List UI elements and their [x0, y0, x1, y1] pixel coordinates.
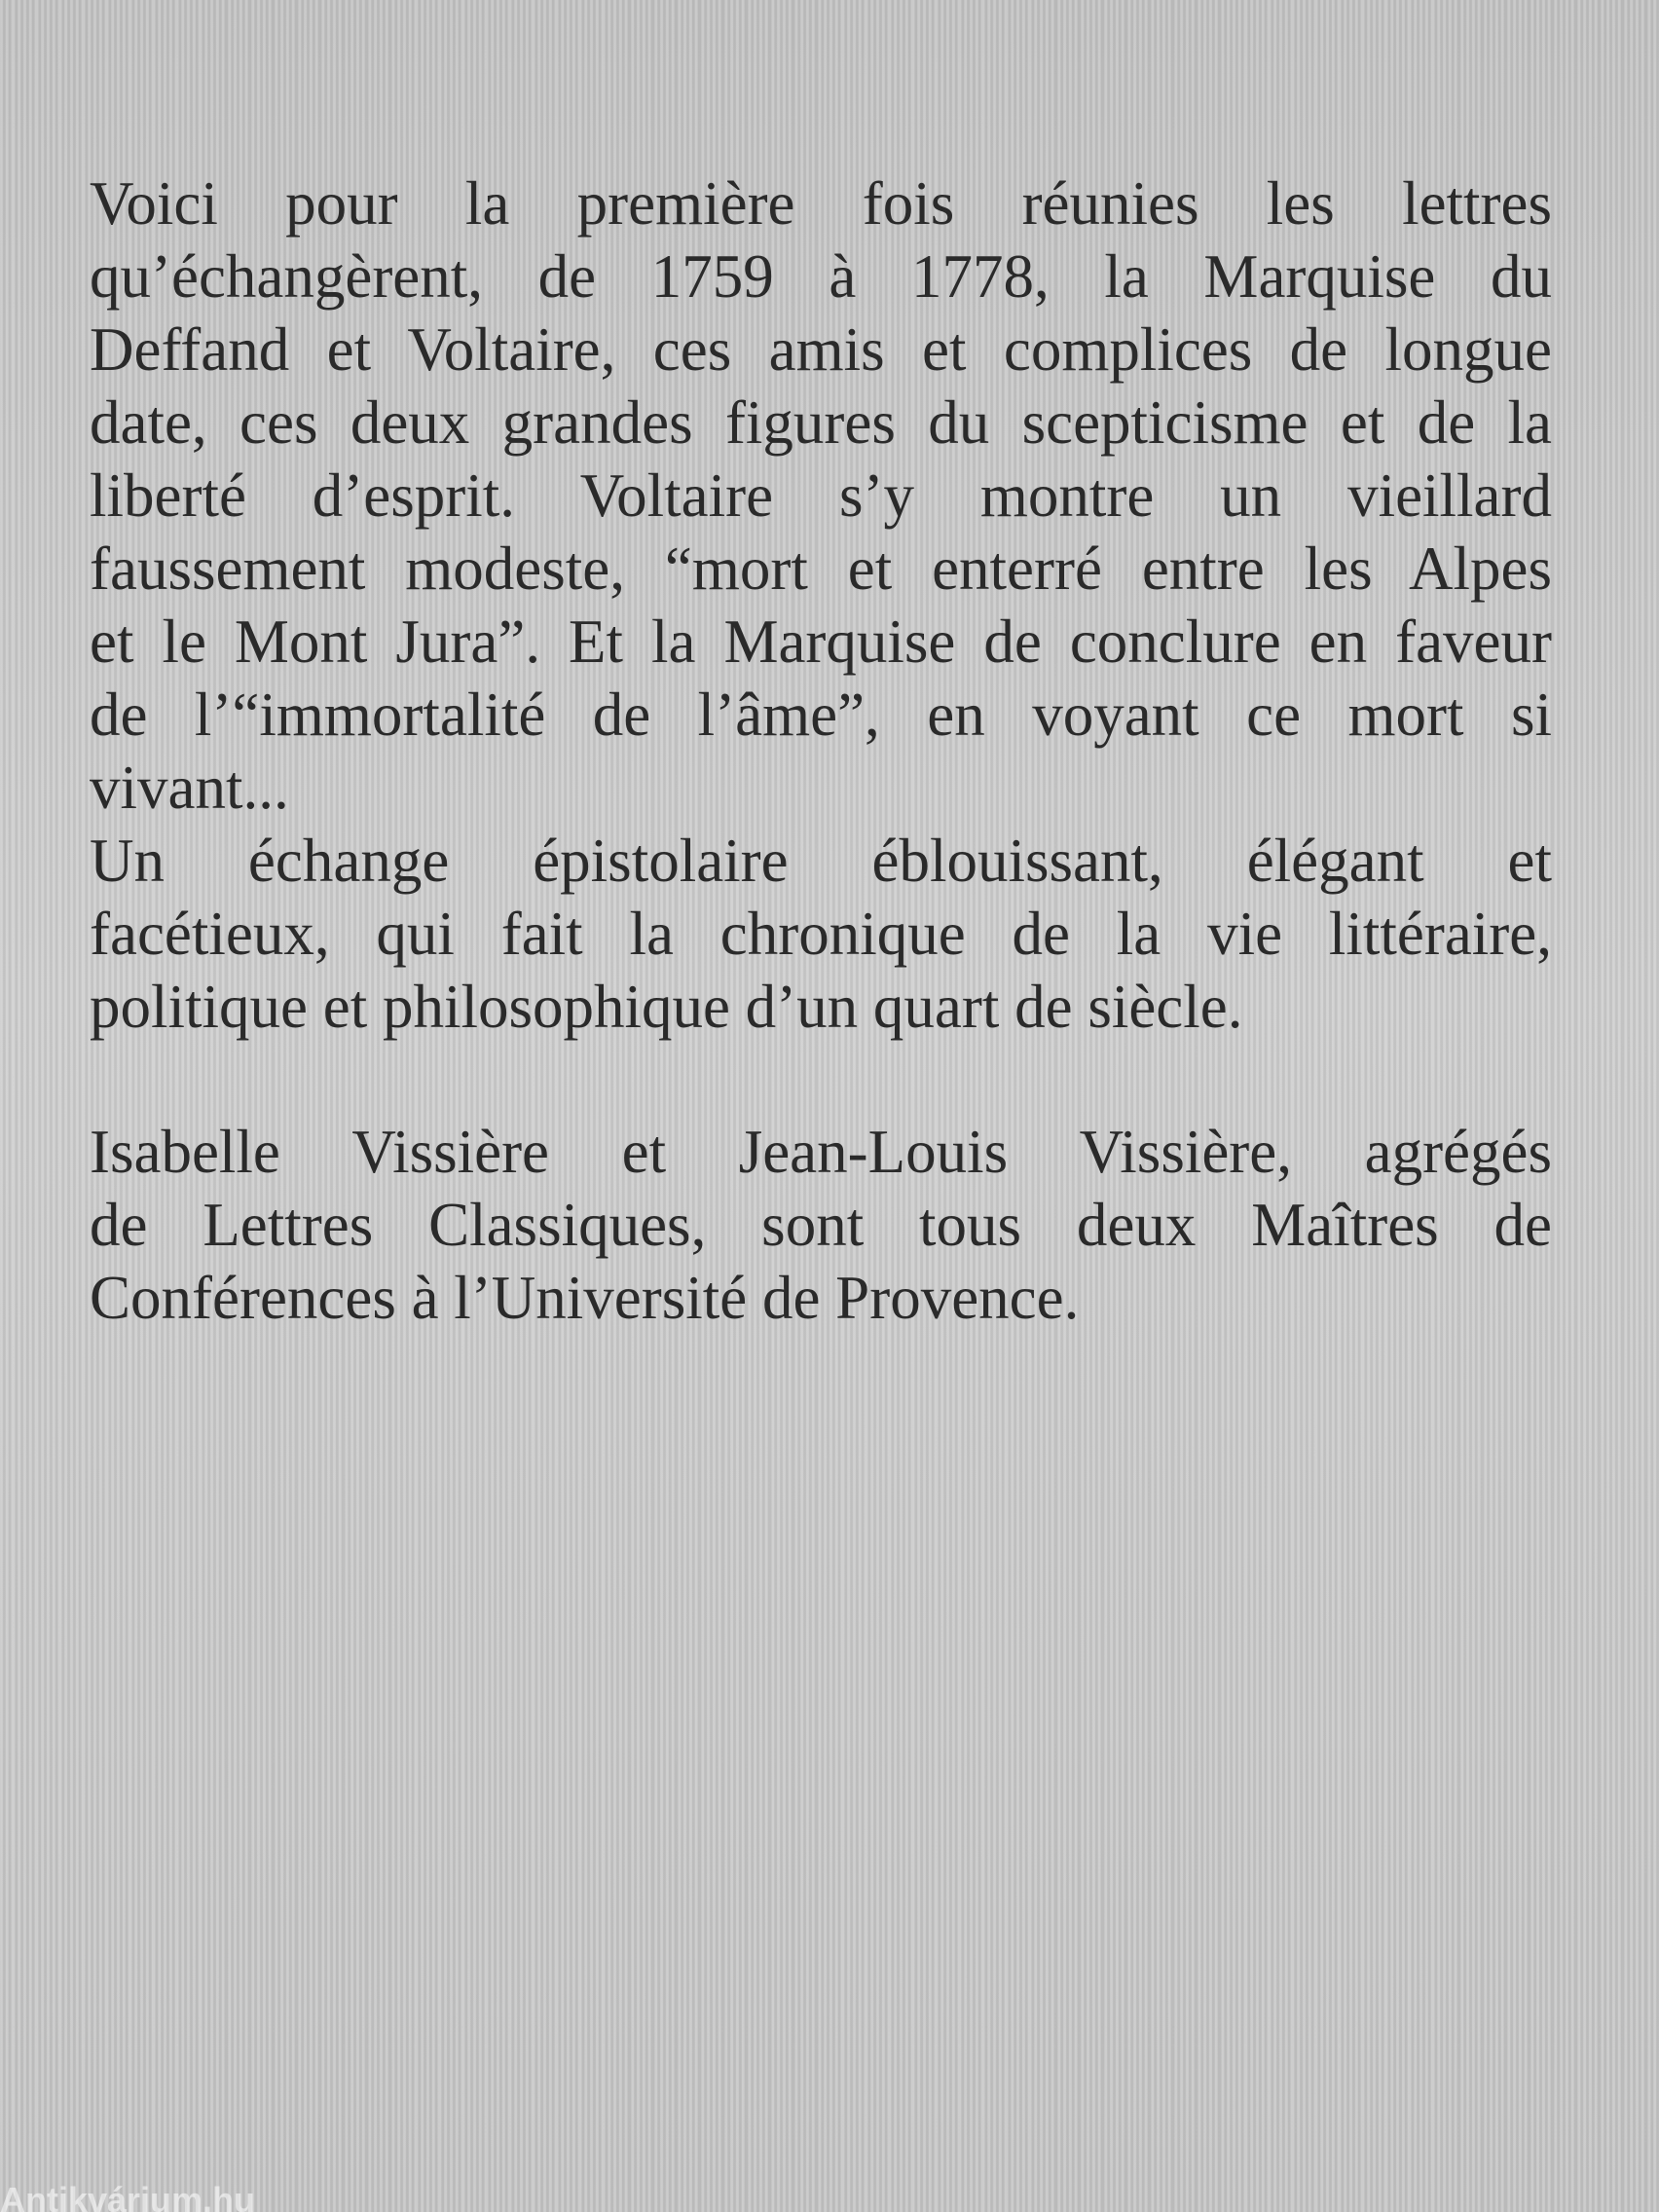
summary-paragraph [90, 825, 1552, 1044]
description-line: vivant... [90, 754, 289, 822]
description-line: liberté d’esprit. Voltaire s’y montre un vieillard [90, 461, 1552, 530]
authors-line: Isabelle Vissière et Jean-Louis Vissière, agrégés [90, 1118, 1552, 1186]
description-line: date, ces deux grandes figures du scepticisme et de la [90, 388, 1552, 457]
summary-line: politique et philosophique d’un quart de siècle. [90, 973, 1243, 1041]
summary-line: Un échange épistolaire éblouissant, élégant et [90, 827, 1552, 895]
description-line: de l’“immortalité de l’âme”, en voyant ce mort si [90, 681, 1552, 749]
description-line: Deffand et Voltaire, ces amis et complices de longue [90, 315, 1552, 384]
back-cover-text [90, 167, 1552, 1335]
description-line: qu’échangèrent, de 1759 à 1778, la Marquise du [90, 242, 1552, 311]
authors-paragraph [90, 1116, 1552, 1335]
description-line: faussement modeste, “mort et enterré entre les Alpes [90, 535, 1552, 603]
watermark-text: Antikvárium.hu [0, 2180, 256, 2212]
description-paragraph [90, 167, 1552, 825]
paragraph-spacer [90, 1044, 1552, 1116]
description-line: et le Mont Jura”. Et la Marquise de conclure en faveur [90, 608, 1552, 676]
description-line: Voici pour la première fois réunies les lettres [90, 169, 1552, 238]
authors-line: Conférences à l’Université de Provence. [90, 1264, 1080, 1332]
authors-line: de Lettres Classiques, sont tous deux Maîtres de [90, 1191, 1552, 1259]
summary-line: facétieux, qui fait la chronique de la vie littéraire, [90, 900, 1552, 968]
